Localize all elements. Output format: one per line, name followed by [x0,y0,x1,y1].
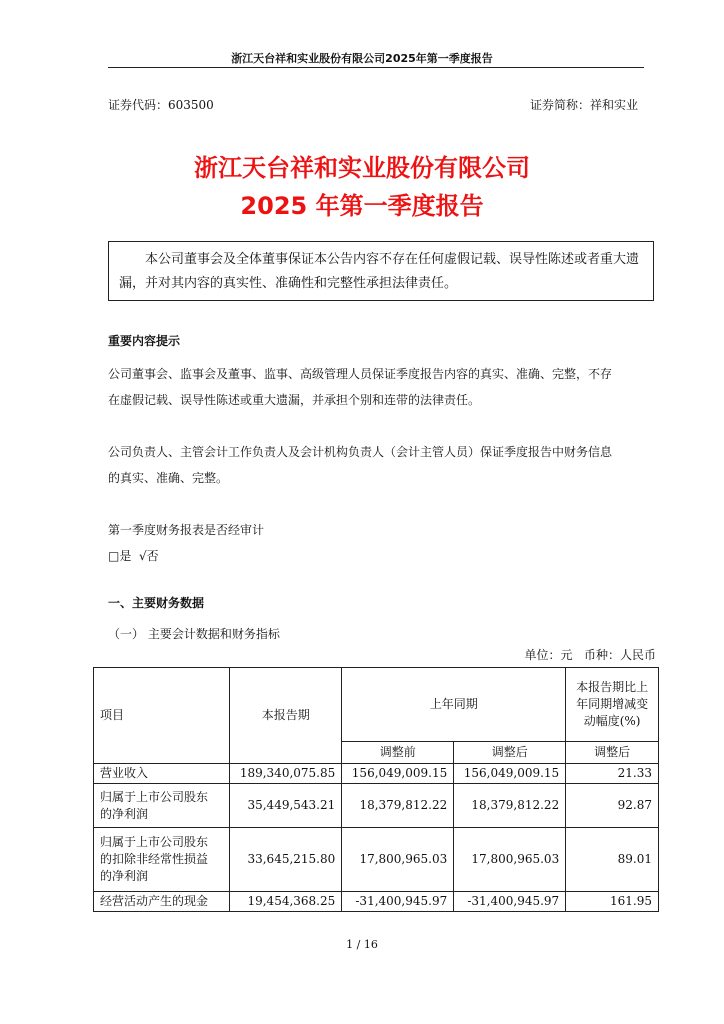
table-row [94,828,659,892]
important-heading: 重要内容提示 [108,334,181,348]
row-change: 21.33 [566,764,659,784]
header-after-adjust: 调整后 [454,742,566,764]
header-item: 项目 [94,668,230,764]
row-current: 35,449,543.21 [230,784,342,828]
important-para-1 [108,361,654,413]
board-notice-box: 本公司董事会及全体董事保证本公告内容不存在任何虚假记载、误导性陈述或者重大遗漏，并对其内容的真实性、准确性和完整性承担法律责任。 [108,241,654,301]
unit-currency-note: 单位：元 币种：人民币 [524,648,656,662]
stock-code: 证券代码：603500 [108,98,214,112]
row-change: 89.01 [566,828,659,892]
important-para-1-line-2: 在虚假记载、误导性陈述或重大遗漏，并承担个别和连带的法律责任。 [108,393,481,407]
row-current: 189,340,075.85 [230,764,342,784]
row-item: 归属于上市公司股东 的净利润 [94,784,230,828]
important-para-2 [108,439,654,491]
stock-short-name: 证券简称：祥和实业 [529,98,638,112]
row-before: 18,379,812.22 [342,784,454,828]
header-current-period: 本报告期 [230,668,342,764]
important-para-2-line-1: 公司负责人、主管会计工作负责人及会计机构负责人（会计主管人员）保证季度报告中财务信息 [108,445,613,459]
row-before: -31,400,945.97 [342,892,454,912]
running-header: 浙江天台祥和实业股份有限公司2025年第一季度报告 [231,52,493,65]
table-header-row [94,668,659,742]
audit-options [108,543,654,569]
row-after: -31,400,945.97 [454,892,566,912]
header-before-adjust: 调整前 [342,742,454,764]
page-number: 1 / 16 [346,938,378,951]
section-1-subheading: （一） 主要会计数据和财务指标 [108,627,280,641]
report-title-period: 2025 年第一季度报告 [240,192,484,220]
row-after: 17,800,965.03 [454,828,566,892]
row-change: 92.87 [566,784,659,828]
row-after: 18,379,812.22 [454,784,566,828]
row-current: 33,645,215.80 [230,828,342,892]
important-para-2-line-2: 的真实、准确、完整。 [108,471,229,485]
header-rule [108,67,644,68]
important-para-1-line-1: 公司董事会、监事会及董事、监事、高级管理人员保证季度报告内容的真实、准确、完整，不存 [108,367,613,381]
row-current: 19,454,368.25 [230,892,342,912]
row-before: 156,049,009.15 [342,764,454,784]
table-row [94,784,659,828]
audit-question: 第一季度财务报表是否经审计 [108,523,265,537]
row-item: 经营活动产生的现金 [94,892,230,912]
table-row [94,892,659,912]
audit-no-option: √否 [138,549,159,563]
header-prior-period: 上年同期 [342,668,566,742]
row-after: 156,049,009.15 [454,764,566,784]
section-1-heading: 一、主要财务数据 [108,596,205,610]
row-before: 17,800,965.03 [342,828,454,892]
header-change-after-adjust: 调整后 [566,742,659,764]
row-item: 归属于上市公司股东 的扣除非经常性损益 的净利润 [94,828,230,892]
row-change: 161.95 [566,892,659,912]
table-row [94,764,659,784]
row-item: 营业收入 [94,764,230,784]
audit-yes-option: □是 [108,549,132,563]
header-change: 本报告期比上 年同期增减变 动幅度(%) [566,668,659,742]
financial-indicators-table [93,667,659,912]
report-title-company: 浙江天台祥和实业股份有限公司 [194,154,530,182]
